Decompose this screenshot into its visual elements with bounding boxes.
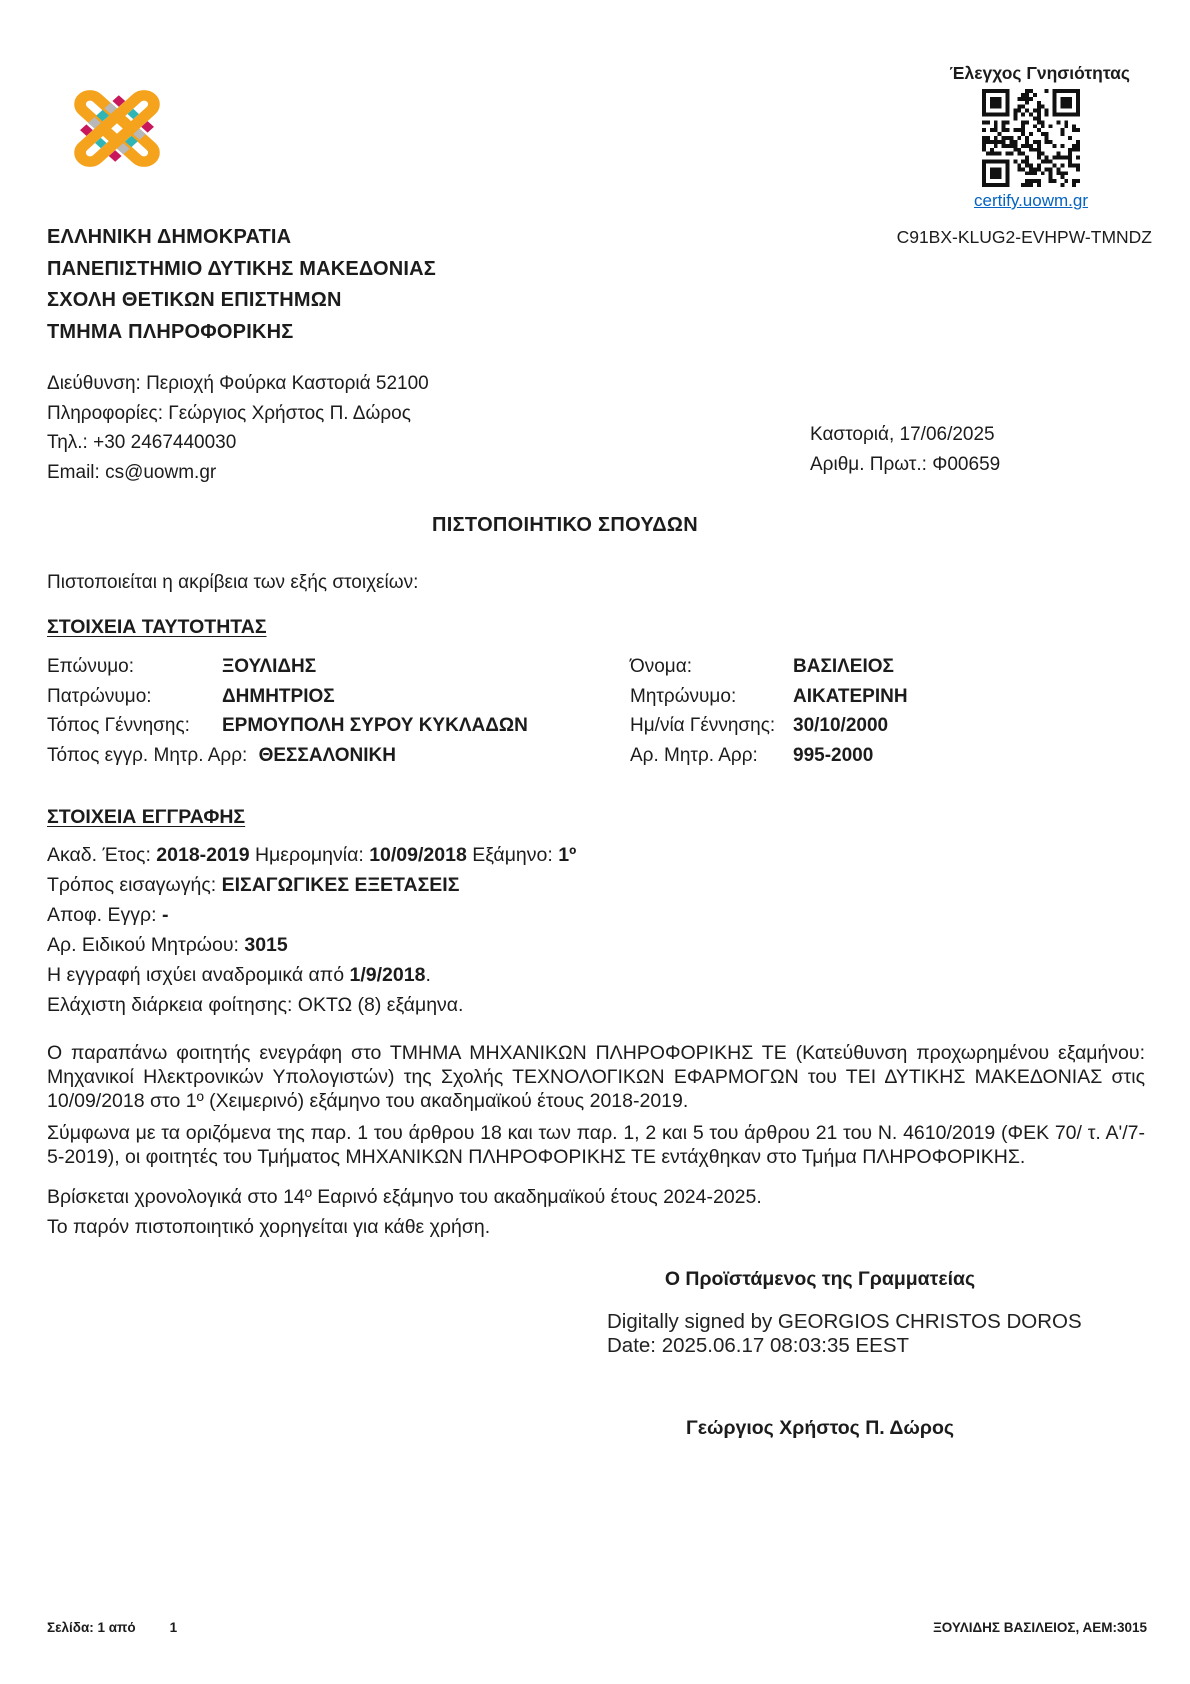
reg-date-label: Ημερομηνία: (249, 844, 370, 866)
enrollment-paragraph: Ο παραπάνω φοιτητής ενεγράφη στο ΤΜΗΜΑ ΜΗΧΑΝΙΚΩΝ ΠΛΗΡΟΦΟΡΙΚΗΣ ΤΕ (Κατεύθυνση προχωρημένου εξαμήνου: Μηχανικοί Ηλεκτρονικών Υπολογιστών) της Σχολής ΤΕΧΝΟΛΟΓΙΚΩΝ ΕΦΑΡΜΟΓΩΝ του ΤΕΙ ΔΥΤΙΚΗΣ ΜΑΚΕΔΟΝΙΑΣ στις 10/09/2018 στο 1º (Χειμερινό) εξάμηνο του ακαδημαϊκού έτους 2018-2019. (47, 1042, 1145, 1112)
semester-label: Εξάμηνο: (466, 844, 559, 866)
digital-signature-line1: Digitally signed by GEORGIOS CHRISTOS DOROS (607, 1310, 1082, 1333)
acad-year-label: Ακαδ. Έτος: (47, 844, 157, 866)
retroactive-text: Η εγγραφή ισχύει αναδρομικά από (47, 964, 350, 986)
protocol-number: Αριθμ. Πρωτ.: Φ00659 (810, 454, 1001, 475)
entry-mode-value: ΕΙΣΑΓΩΓΙΚΕΣ ΕΞΕΤΑΣΕΙΣ (221, 874, 460, 896)
page-label: Σελίδα: 1 από (47, 1620, 136, 1635)
logo-diamonds (80, 95, 154, 161)
student-footer-id: ΞΟΥΛΙΔΗΣ ΒΑΣΙΛΕΙΟΣ, ΑΕΜ:3015 (933, 1620, 1147, 1635)
registry-place-value: ΘΕΣΣΑΛΟΝΙΚΗ (258, 744, 396, 766)
retroactive-line (47, 960, 1145, 990)
address-line: Διεύθυνση: Περιοχή Φούρκα Καστοριά 52100 (47, 373, 429, 394)
institution-header (47, 222, 436, 348)
firstname-label: Όνομα: (630, 656, 692, 677)
birthdate-label: Ημ/νία Γέννησης: (630, 715, 776, 736)
semester-value: 1º (558, 844, 577, 866)
page-footer (47, 1620, 1147, 1635)
signatory-role: Ο Προϊστάμενος της Γραμματείας (664, 1268, 976, 1290)
page-indicator (47, 1620, 177, 1635)
identity-rows (47, 656, 1143, 774)
retroactive-date: 1/9/2018 (349, 964, 426, 986)
decision-line (47, 900, 1145, 930)
header-line-department: ΤΜΗΜΑ ΠΛΗΡΟΦΟΡΙΚΗΣ (47, 320, 294, 343)
father-name-value: ΔΗΜΗΤΡΙΟΣ (222, 685, 335, 707)
acad-year-value: 2018-2019 (156, 844, 250, 866)
surname-value: ΞΟΥΛΙΔΗΣ (222, 656, 317, 677)
table-row (47, 745, 1143, 775)
digital-signature-line2: Date: 2025.06.17 08:03:35 EEST (607, 1333, 910, 1357)
phone-line: Τηλ.: +30 2467440030 (47, 432, 237, 453)
surname-label: Επώνυμο: (47, 656, 135, 677)
entry-mode-label: Τρόπος εισαγωγής: (47, 874, 222, 896)
law-paragraph: Σύμφωνα με τα οριζόμενα της παρ. 1 του άρθρου 18 και των παρ. 1, 2 και 5 του άρθρου 21 του Ν. 4610/2019 (ΦΕΚ 70/ τ. Α'/7-5-2019), οι φοιτητές του Τμήματος ΜΗΧΑΝΙΚΩΝ ΠΛΗΡΟΦΟΡΙΚΗΣ ΤΕ εντάχθηκαν στο Τμήμα ΠΛΗΡΟΦΟΡΙΚΗΣ. (47, 1122, 1145, 1168)
table-row (47, 715, 1143, 745)
special-registry-value: 3015 (244, 934, 288, 956)
place-date: Καστοριά, 17/06/2025 (810, 424, 995, 445)
university-logo-icon (63, 80, 171, 177)
birthdate-value: 30/10/2000 (793, 715, 889, 736)
birthplace-label: Τόπος Γέννησης: (47, 715, 190, 736)
father-name-label: Πατρώνυμο: (47, 685, 152, 707)
registration-section-heading: ΣΤΟΙΧΕΙΑ ΕΓΓΡΑΦΗΣ (47, 806, 246, 828)
document-title: ΠΙΣΤΟΠΟΙΗΤΙΚΟ ΣΠΟΥΔΩΝ (432, 514, 698, 536)
registry-number-label: Αρ. Μητρ. Αρρ: (630, 744, 758, 766)
info-line: Πληροφορίες: Γεώργιος Χρήστος Π. Δώρος (47, 402, 411, 424)
mother-name-label: Μητρώνυμο: (630, 685, 737, 707)
header-line-republic: ΕΛΛΗΝΙΚΗ ΔΗΜΟΚΡΑΤΙΑ (47, 226, 292, 248)
table-row (47, 656, 1143, 686)
academic-year-line (47, 840, 1145, 870)
header-line-university: ΠΑΝΕΠΙΣΤΗΜΙΟ ΔΥΤΙΚΗΣ ΜΑΚΕΔΟΝΙΑΣ (47, 257, 436, 280)
registry-number-value: 995-2000 (793, 744, 874, 766)
certify-link[interactable]: certify.uowm.gr (974, 191, 1088, 210)
current-semester-line: Βρίσκεται χρονολογικά στο 14º Εαρινό εξάμηνο του ακαδημαϊκού έτους 2024-2025. (47, 1186, 762, 1208)
birthplace-value: ΕΡΜΟΥΠΟΛΗ ΣΥΡΟΥ ΚΥΚΛΑΔΩΝ (222, 715, 528, 736)
table-row (47, 686, 1143, 716)
registry-place-label: Τόπος εγγρ. Μητρ. Αρρ: (47, 744, 248, 766)
registration-lines (47, 840, 1145, 1020)
firstname-value: ΒΑΣΙΛΕΙΟΣ (793, 656, 894, 677)
reg-date-value: 10/09/2018 (369, 844, 467, 866)
authenticity-check-title: Έλεγχος Γνησιότητας (949, 63, 1130, 83)
header-line-school: ΣΧΟΛΗ ΘΕΤΙΚΩΝ ΕΠΙΣΤΗΜΩΝ (47, 289, 342, 311)
signatory-name: Γεώργιος Χρήστος Π. Δώρος (686, 1417, 954, 1439)
contact-block (47, 369, 429, 487)
page-number: 1 (169, 1620, 178, 1635)
special-registry-line (47, 930, 1145, 960)
entry-mode-line (47, 870, 1145, 900)
min-duration-line: Ελάχιστη διάρκεια φοίτησης: ΟΚΤΩ (8) εξάμηνα. (47, 994, 464, 1016)
decision-value: - (161, 904, 169, 926)
retroactive-period: . (425, 964, 431, 986)
decision-label: Αποφ. Εγγρ: (47, 904, 162, 926)
identity-section-heading: ΣΤΟΙΧΕΙΑ ΤΑΥΤΟΤΗΤΑΣ (47, 616, 267, 638)
email-line: Email: cs@uowm.gr (47, 461, 217, 483)
mother-name-value: ΑΙΚΑΤΕΡΙΝΗ (793, 685, 908, 707)
place-date-block (810, 420, 1000, 480)
qr-code-image (982, 89, 1080, 187)
intro-line: Πιστοποιείται η ακρίβεια των εξής στοιχείων: (47, 572, 419, 593)
verification-code: C91BX-KLUG2-EVHPW-TMNDZ (896, 227, 1152, 247)
special-registry-label: Αρ. Ειδικού Μητρώου: (47, 934, 245, 956)
usage-line: Το παρόν πιστοποιητικό χορηγείται για κάθε χρήση. (47, 1216, 491, 1238)
digital-signature-block (607, 1310, 1082, 1357)
